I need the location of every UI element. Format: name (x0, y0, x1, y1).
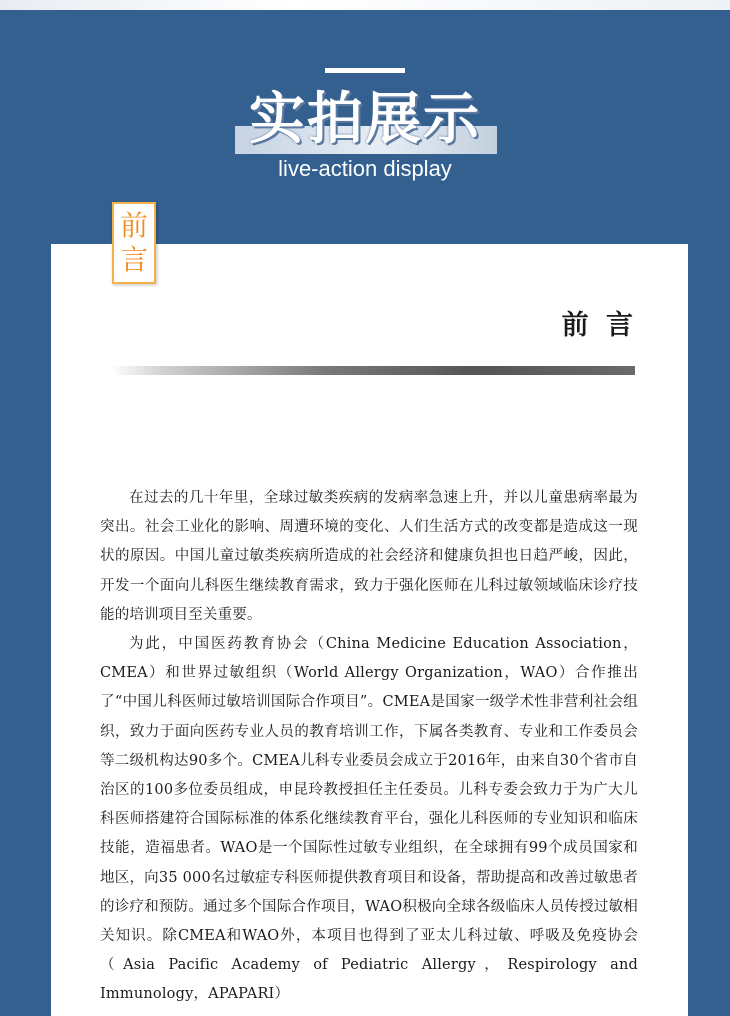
heading-rule (111, 366, 635, 375)
badge-char-1: 前 (119, 209, 148, 242)
top-strip (0, 0, 730, 10)
preface-body (100, 484, 638, 1016)
paragraph-1: 在过去的几十年里，全球过敏类疾病的发病率急速上升，并以儿童患病率最为突出。社会工业化的影响、周遭环境的变化、人们生活方式的改变都是造成这一现状的原因。中国儿童过敏类疾病所造成的社会经济和健康负担也日趋严峻，因此，开发一个面向儿科医生继续教育需求，致力于强化医师在儿科过敏领域临床诊疗技能的培训项目至关重要。 (100, 490, 638, 623)
title-accent-bar (325, 68, 405, 73)
paragraph-2: 为此，中国医药教育协会（China Medicine Education Association，CMEA）和世界过敏组织（World Allergy Organization，WAO）合作推出了“中国儿科医师过敏培训国际合作项目”。CMEA是国家一级学术性非营利社会组织，致力于面向医药专业人员的教育培训工作，下属各类教育、专业和工作委员会等二级机构达90多个。CMEA儿科专业委员会成立于2016年，由来自30个省市自治区的100多位委员组成，申昆玲教授担任主任委员。儿科专委会致力于为广大儿科医师搭建符合国际标准的体系化继续教育平台，强化儿科医师的专业知识和临床技能，造福患者。WAO是一个国际性过敏专业组织，在全球拥有99个成员国家和地区，向35 000名过敏症专科医师提供教育项目和设备，帮助提高和改善过敏患者的诊疗和预防。通过多个国际合作项目，WAO积极向全球各级临床人员传授过敏相关知识。除CMEA和WAO外，本项目也得到了亚太儿科过敏、呼吸及免疫协会（Asia Pacific Academy of Pediatric Allergy，Respirology and Immunology，APAPARI） (100, 636, 638, 1003)
badge-char-2: 言 (119, 243, 148, 276)
banner-title: 实拍展示 (249, 87, 481, 152)
preface-badge (112, 202, 156, 284)
banner-subtitle: live-action display (278, 156, 452, 181)
page-heading: 前 言 (561, 310, 637, 341)
